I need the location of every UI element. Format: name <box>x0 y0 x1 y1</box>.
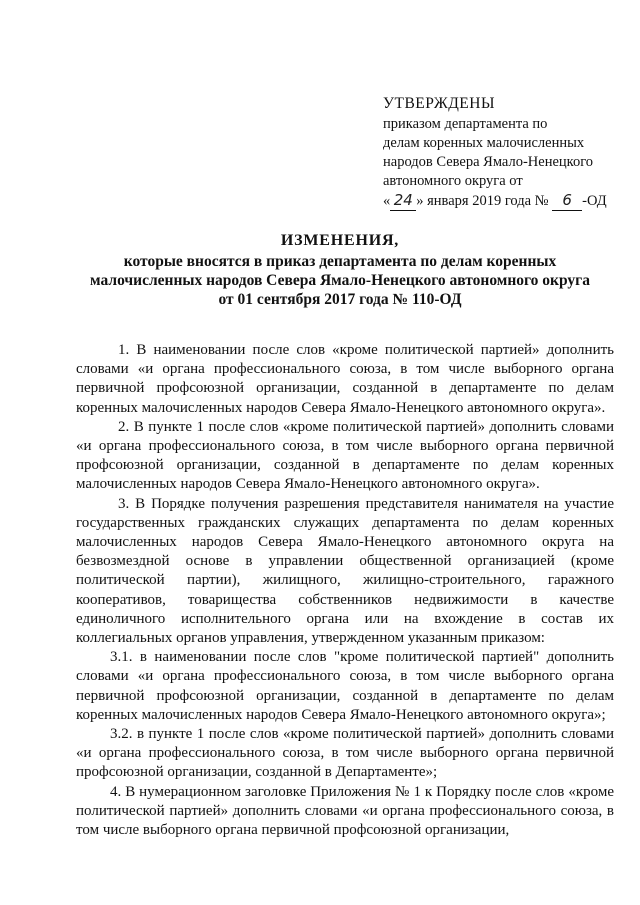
paragraph-2: 2. В пункте 1 после слов «кроме политической партией» дополнить словами «и органа профессионального союза, в том числе выборного органа первичной профсоюзной организации, созданной в департаменте по делам коренных малочисленных народов Севера Ямало-Ненецкого автономного округа». <box>76 418 614 493</box>
title-line: которые вносятся в приказ департамента по делам коренных <box>123 253 557 270</box>
handwritten-number: 6 <box>552 191 582 211</box>
approval-date-text: января 2019 года № <box>423 193 553 209</box>
approval-line: приказом департамента по <box>383 116 548 132</box>
paragraph-3-1: 3.1. в наименовании после слов "кроме политической партией" дополнить словами «и органа профессионального союза, в том числе выборного органа первичной профсоюзной организации, созданной в департаменте по делам коренных малочисленных народов Севера Ямало-Ненецкого автономного округа»; <box>76 649 614 723</box>
approval-line: делам коренных малочисленных <box>383 135 585 151</box>
title-line: от 01 сентября 2017 года № 110-ОД <box>218 291 462 308</box>
paragraph-1: 1. В наименовании после слов «кроме политической партией» дополнить словами «и органа профессионального союза, в том числе выборного органа первичной профсоюзной организации, созданной в департаменте по делам коренных малочисленных народов Севера Ямало-Ненецкого автономного округа». <box>76 342 614 416</box>
approval-date-line <box>383 191 623 211</box>
approval-suffix: -ОД <box>582 193 607 209</box>
quote-open: « <box>383 193 391 209</box>
approval-line: автономного округа от <box>383 173 523 189</box>
title-line: малочисленных народов Севера Ямало-Ненецкого автономного округа <box>90 272 590 289</box>
quote-close: » <box>416 193 424 209</box>
paragraph-3-2: 3.2. в пункте 1 после слов «кроме политической партией» дополнить словами «и органа профессионального союза, в том числе выборного органа первичной профсоюзной организации, созданной в Департаменте»; <box>76 726 614 781</box>
approval-block <box>383 94 623 211</box>
handwritten-day: 24 <box>390 191 416 211</box>
document-title <box>60 231 620 309</box>
approval-line: народов Севера Ямало-Ненецкого <box>383 154 594 170</box>
document-body <box>76 341 614 840</box>
title-heading: ИЗМЕНЕНИЯ, <box>280 232 400 249</box>
paragraph-4: 4. В нумерационном заголовке Приложения № 1 к Порядку после слов «кроме политической партией» дополнить словами «и органа профессионального союза, в том числе выборного органа первичной профсоюзной организации, <box>76 783 614 839</box>
approval-heading: УТВЕРЖДЕНЫ <box>383 95 495 112</box>
paragraph-3: 3. В Порядке получения разрешения представителя нанимателя на участие государственных гражданских служащих департамента по делам коренных малочисленных народов Севера Ямало-Ненецкого автономного округа на безвозмездной основе в управлении общественной организацией (кроме политической партии), жилищного, жилищно-строительного, гаражного кооперативов, товарищества собственников недвижимости в качестве единоличного исполнительного органа или на вхождение в состав их коллегиальных органов управления, утвержденном указанным приказом: <box>76 495 614 647</box>
